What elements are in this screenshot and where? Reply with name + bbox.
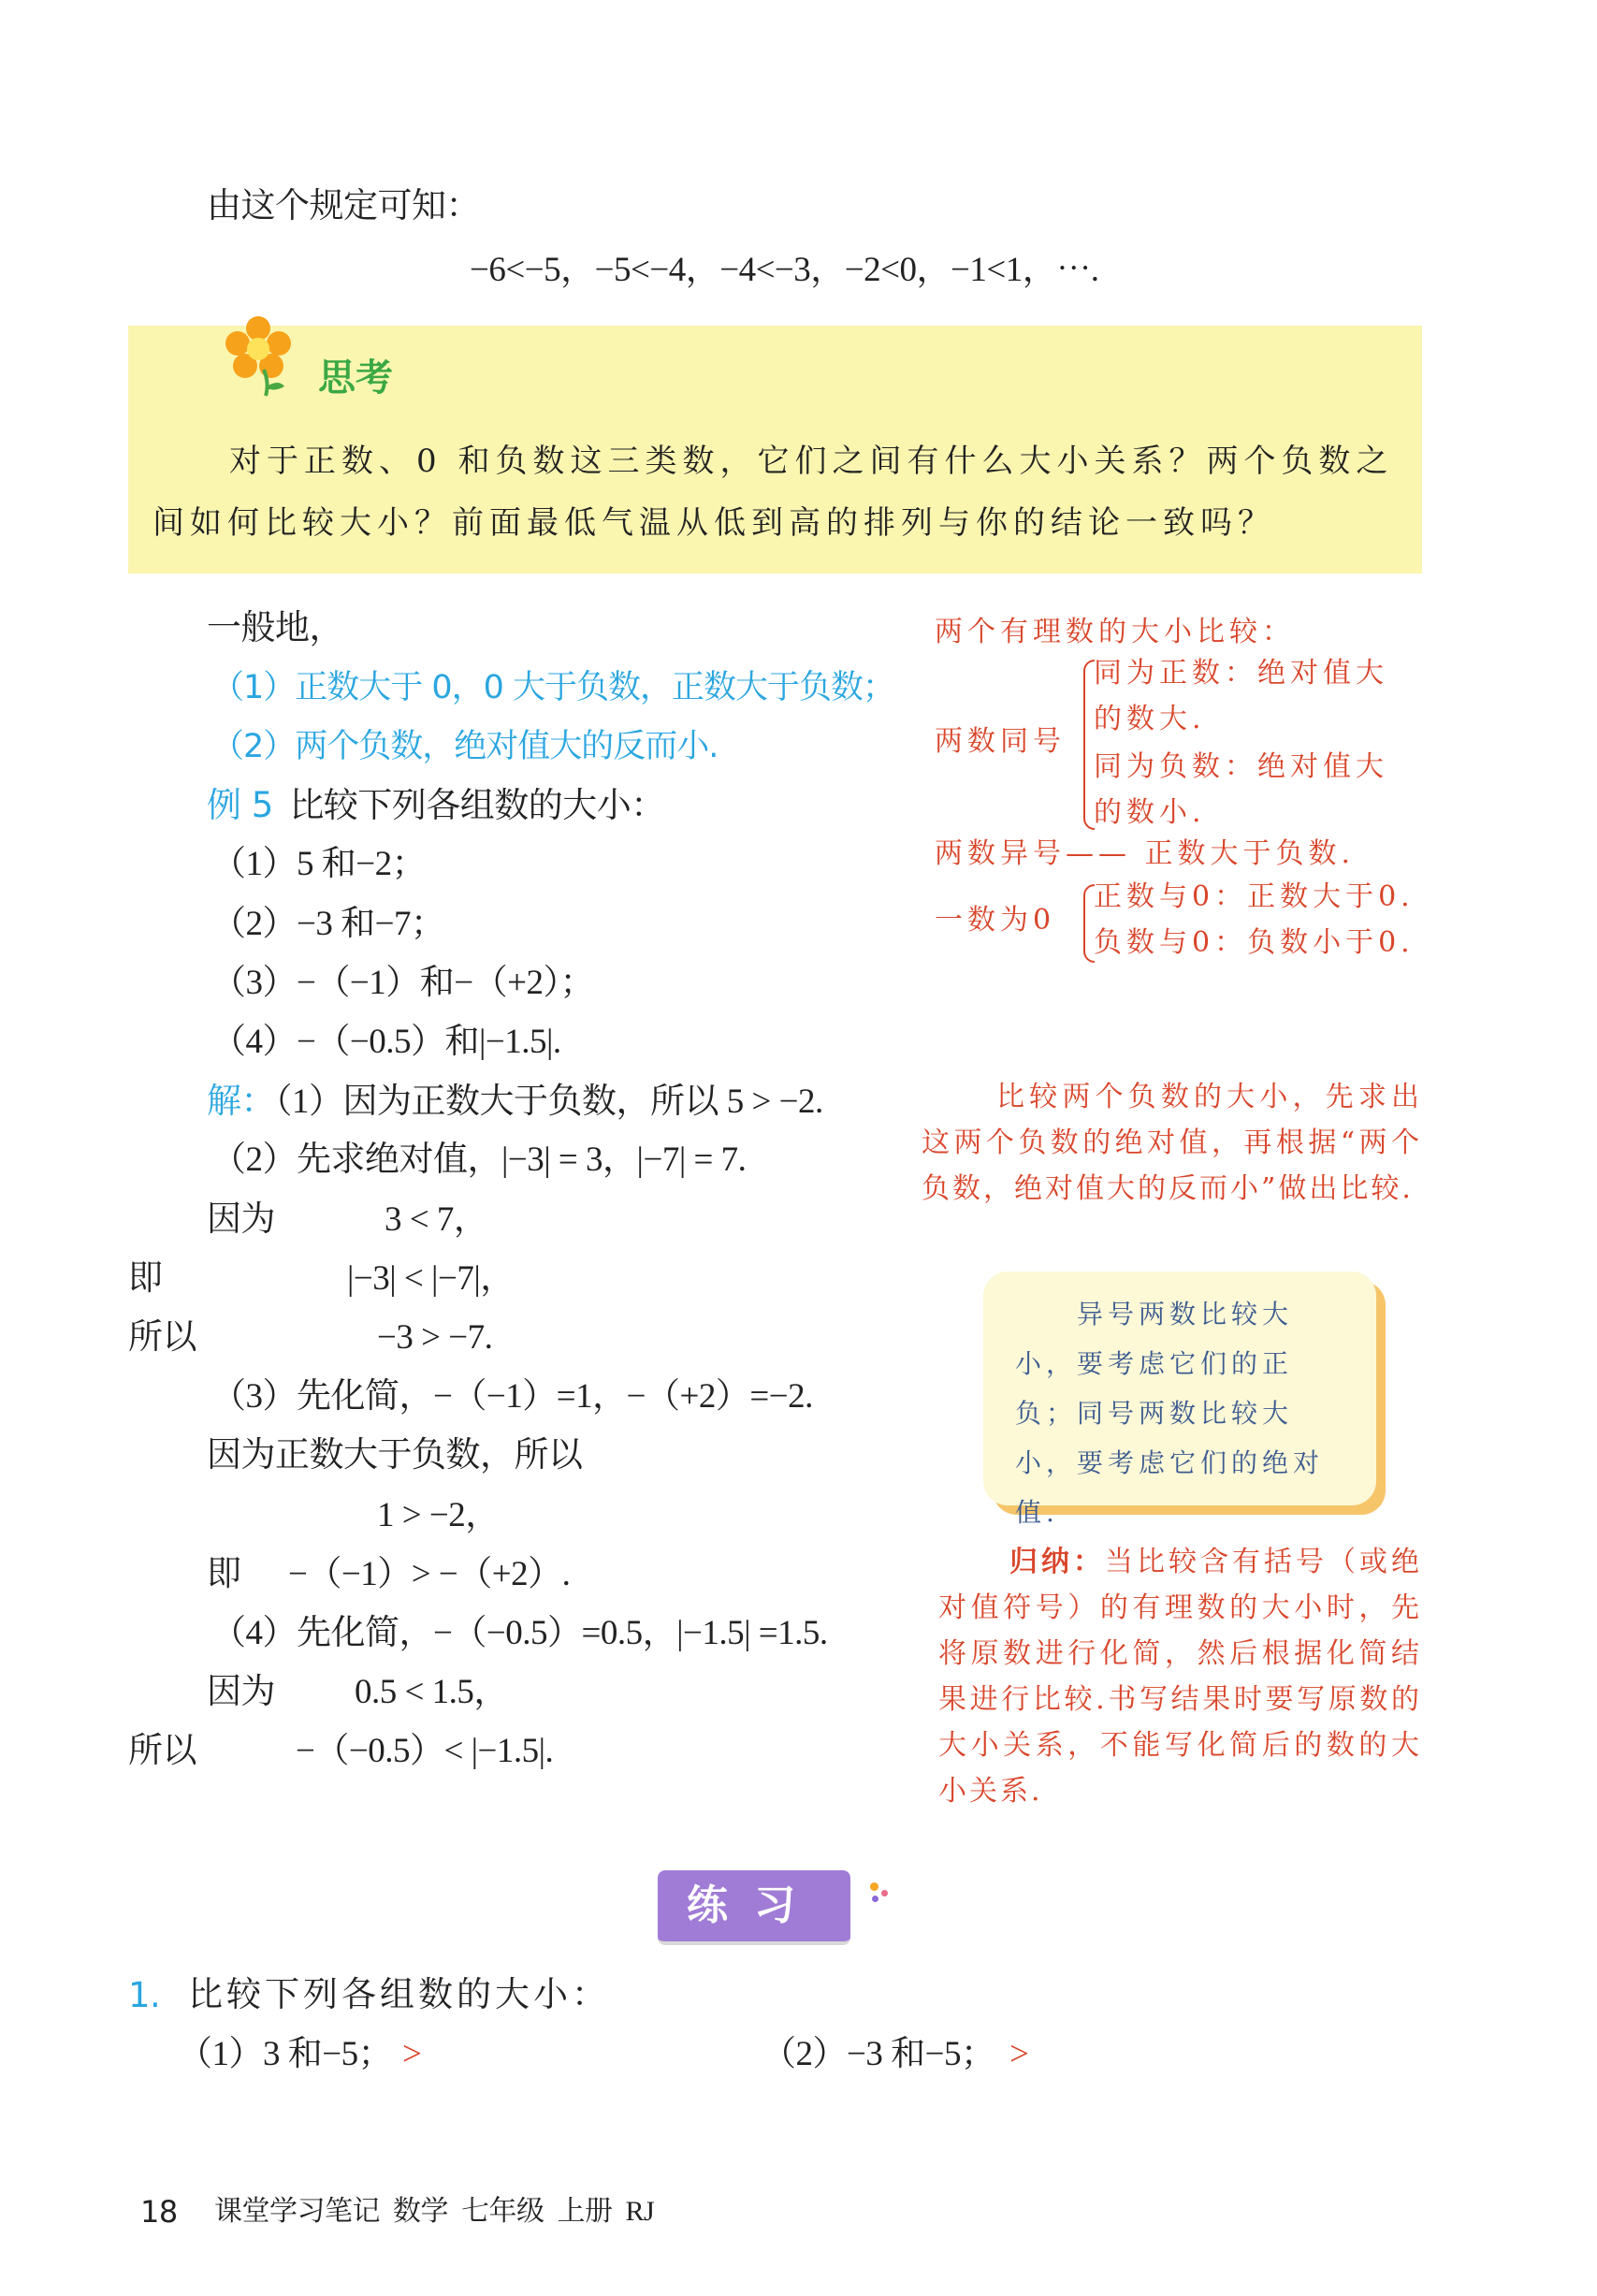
dot-icon (872, 1896, 878, 1902)
dot-icon (881, 1890, 888, 1896)
practice-number: 1. (128, 1975, 161, 2015)
ie-2-expr: −（−1）> −（+2）. (288, 1555, 571, 1593)
because-1-expr: 3 < 7， (385, 1200, 488, 1239)
summary-text: 当比较含有括号（或绝对值符号）的有理数的大小时，先将原数进行化简，然后根据化简结果进行比较.书写结果时要写原数的大小关系，不能写化简后的数的大小关系. (938, 1546, 1422, 1808)
intro-line: 由这个规定可知： (207, 187, 480, 225)
question-4: （4）−（−0.5）和|−1.5|. (211, 1023, 561, 1061)
note-diff-sign: 两数异号—— 正数大于负数. (935, 837, 1356, 870)
solution-label: 解： (207, 1081, 275, 1121)
note-zero-pos: 正数与0：正数大于0. (1094, 880, 1415, 913)
rule-2: （2）两个负数，绝对值大的反而小. (211, 728, 719, 765)
solution-2: （2）先求绝对值，|−3| = 3，|−7| = 7. (211, 1141, 747, 1179)
practice-badge: 练习 (658, 1870, 850, 1945)
example-heading (207, 785, 665, 827)
solution-1 (207, 1081, 823, 1123)
note-negative-compare: 比较两个负数的大小，先求出这两个负数的绝对值，再根据“两个负数，绝对值大的反而小”做出比较. (922, 1081, 1422, 1205)
because-1: 因为 (207, 1200, 275, 1239)
think-text: 对于正数、0 和负数这三类数，它们之间有什么大小关系？两个负数之间如何比较大小？前面最低气温从低到高的排列与你的结论一致吗？ (152, 443, 1394, 542)
note-same-neg-2: 的数小. (1094, 796, 1206, 829)
summary-label: 归纳： (1009, 1546, 1105, 1578)
solution-3c: 1 > −2， (377, 1496, 500, 1534)
ie-1-expr: |−3| < |−7|， (347, 1259, 515, 1298)
because-2-expr: 0.5 < 1.5， (355, 1673, 508, 1711)
note-same-pos-1: 同为正数：绝对值大 (1094, 657, 1388, 690)
question-2: （2）−3 和−7； (211, 905, 445, 943)
so-1-expr: −3 > −7. (377, 1318, 493, 1357)
so-1: 所以 (128, 1318, 196, 1357)
flower-icon (223, 313, 298, 398)
solution-1-text: （1）因为正数大于负数，所以 5 > −2. (275, 1083, 823, 1121)
note-zero-neg: 负数与0：负数小于0. (1094, 926, 1415, 959)
general-text: 一般地， (207, 609, 343, 647)
solution-3b: 因为正数大于负数，所以 (207, 1436, 583, 1475)
practice-item-1: （1）3 和−5； (178, 2035, 393, 2073)
so-2-expr: −（−0.5）< |−1.5|. (296, 1732, 554, 1770)
note-title: 两个有理数的大小比较： (935, 616, 1295, 648)
so-2: 所以 (128, 1732, 196, 1770)
solution-4: （4）先化简，−（−0.5）=0.5，|−1.5| =1.5. (211, 1614, 828, 1652)
rule-1: （1）正数大于 0，0 大于负数，正数大于负数； (211, 669, 895, 706)
question-3: （3）−（−1）和−（+2）； (211, 964, 594, 1002)
practice-question: 比较下列各组数的大小： (188, 1976, 610, 2014)
tip-text: 异号两数比较大小，要考虑它们的正负；同号两数比较大小，要考虑它们的绝对值. (1015, 1299, 1325, 1528)
note-same-neg-1: 同为负数：绝对值大 (1094, 750, 1388, 783)
practice-answer-1: > (402, 2035, 422, 2073)
practice-answer-2: > (1009, 2035, 1029, 2073)
solution-3: （3）先化简，−（−1）=1，−（+2）=−2. (211, 1377, 813, 1416)
note-one-zero: 一数为0 (935, 904, 1056, 937)
note-same-pos-2: 的数大. (1094, 703, 1206, 735)
ie-1: 即 (128, 1259, 163, 1298)
book-title: 课堂学习笔记 数学 七年级 上册 RJ (214, 2196, 655, 2227)
page-number: 18 (140, 2194, 178, 2230)
think-title: 思考 (318, 356, 393, 400)
example-label: 例 5 (207, 785, 273, 825)
question-1: （1）5 和−2； (211, 845, 427, 883)
ie-2: 即 (207, 1555, 241, 1593)
note-same-sign: 两数同号 (935, 725, 1066, 758)
intro-formula: −6<−5，−5<−4，−4<−3，−2<0，−1<1，⋯. (470, 251, 1099, 289)
summary (938, 1539, 1422, 1814)
practice-item-2: （2）−3 和−5； (762, 2035, 995, 2073)
example-title: 比较下列各组数的大小： (289, 787, 665, 825)
dot-icon (870, 1882, 878, 1891)
because-2: 因为 (207, 1673, 275, 1711)
